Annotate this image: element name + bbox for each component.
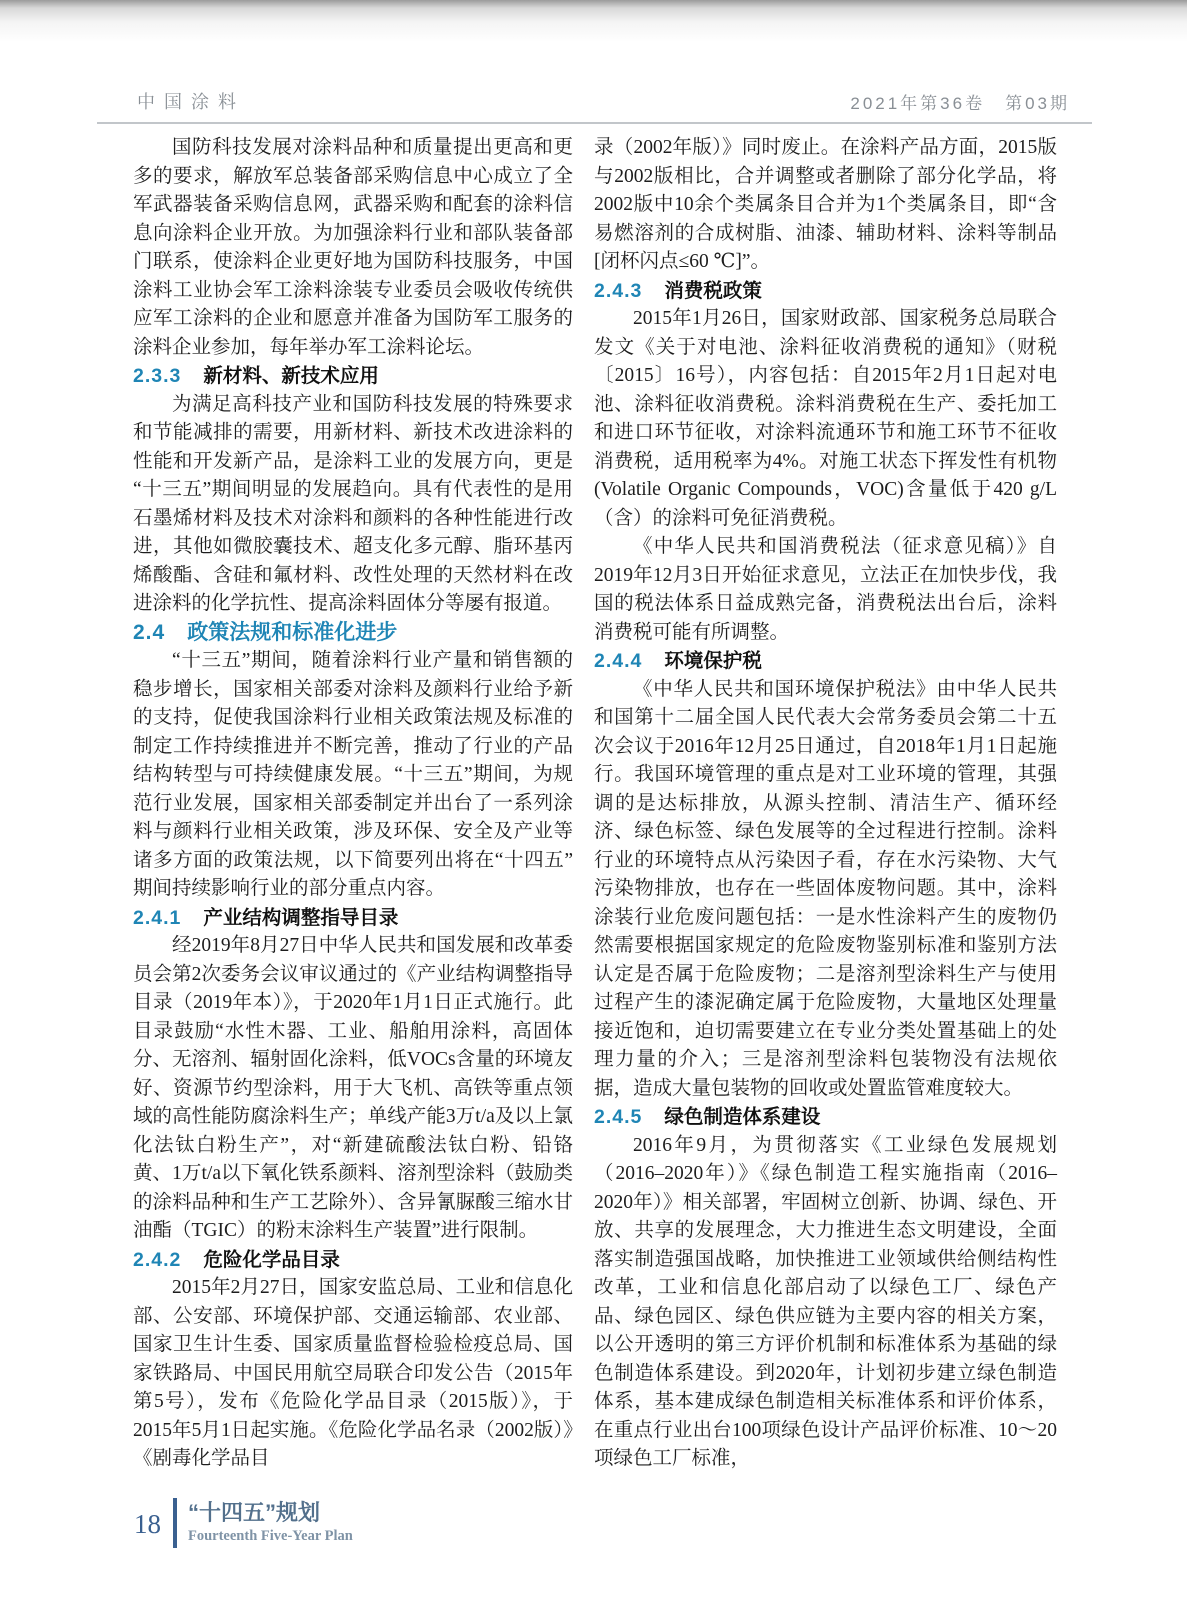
body-paragraph: 经2019年8月27日中华人民共和国发展和改革委员会第2次委务会议审议通过的《产业结构调整指导目录（2019年本）》，于2020年1月1日正式施行。此目录鼓励“水性木器、工业、船舶用涂料，高固体分、无溶剂、辐射固化涂料，低VOCs含量的环境友好、资源节约型涂料，用于大飞机、高铁等重点领域的高性能防腐涂料生产；单线产能3万t/a及以上氯化法钛白粉生产”，对“新建硫酸法钛白粉、铅铬黄、1万t/a以下氧化铁系颜料、溶剂型涂料（鼓励类的涂料品种和生产工艺除外）、含异氰脲酸三缩水甘油酯（TGIC）的粉末涂料生产装置”进行限制。 (133, 935, 573, 1241)
body-paragraph: 《中华人民共和国环境保护税法》由中华人民共和国第十二届全国人民代表大会常务委员会第二十五次会议于2016年12月25日通过，自2018年1月1日起施行。我国环境管理的重点是对工业环境的管理，其强调的是达标排放，从源头控制、清洁生产、循环经济、绿色标签、绿色发展等的全过程进行控制。涂料行业的环境特点从污染因子看，存在水污染物、大气污染物排放，也存在一些固体废物问题。其中，涂料涂装行业危废问题包括：一是水性涂料产生的废物仍然需要根据国家规定的危险废物鉴别标准和鉴别方法认定是否属于危险废物；二是溶剂型涂料生产与使用过程产生的漆泥确定属于危险废物，大量地区处理量接近饱和，迫切需要建立在专业分类处置基础上的处理力量的介入；三是溶剂型涂料包装物没有法规依据，造成大量包装物的回收或处置监管难度较大。 (594, 678, 1057, 1099)
plan-title-cn: “十四五”规划 (188, 1500, 321, 1525)
plan-title-en: Fourteenth Five-Year Plan (188, 1528, 353, 1544)
section-number: 2.4.2 (133, 1248, 182, 1271)
page-header (97, 88, 1092, 124)
page-footer (134, 1498, 353, 1548)
section-heading-2.4.5 (594, 1103, 1057, 1132)
section-heading-2.4.1 (133, 904, 573, 933)
section-heading-2.3.3 (133, 362, 573, 391)
body-paragraph: 2015年2月27日，国家安监总局、工业和信息化部、公安部、环境保护部、交通运输部、农业部、国家卫生计生委、国家质量监督检验检疫总局、国家铁路局、中国民用航空局联合印发公告（2015年第5号），发布《危险化学品目录（2015版）》，于2015年5月1日起实施。《危险化学品名录（2002版）》《剧毒化学品目 (133, 1277, 573, 1469)
section-title: 环境保护税 (664, 650, 762, 672)
section-title: 绿色制造体系建设 (664, 1106, 821, 1128)
section-title: 产业结构调整指导目录 (203, 906, 399, 929)
body-paragraph: “十三五”期间，随着涂料行业产量和销售额的稳步增长，国家相关部委对涂料及颜料行业给予新的支持，促使我国涂料行业相关政策法规及标准的制定工作持续推进并不断完善，推动了行业的产品结构转型与可持续健康发展。“十三五”期间，为规范行业发展，国家相关部委制定并出台了一系列涂料与颜料行业相关政策，涉及环保、安全及产业等诸多方面的政策法规，以下简要列出将在“十四五”期间持续影响行业的部分重点内容。 (133, 650, 573, 899)
section-title: 政策法规和标准化进步 (187, 620, 398, 644)
section-title: 新材料、新技术应用 (203, 365, 379, 387)
body-paragraph: 为满足高科技产业和国防科技发展的特殊要求和节能减排的需要，用新材料、新技术改进涂料的性能和开发新产品，是涂料工业的发展方向，更是“十三五”期间明显的发展趋向。具有代表性的是用石墨烯材料及技术对涂料和颜料的各种性能进行改进，其他如微胶囊技术、超支化多元醇、脂环基丙烯酸酯、含硅和氟材料、改性处理的天然材料在改进涂料的化学抗性、提高涂料固体分等屡有报道。 (133, 393, 573, 614)
article-body (133, 134, 1057, 1474)
section-heading-2.4.2 (133, 1246, 573, 1275)
footer-plan-label (188, 1498, 353, 1548)
issue-info: 2021年第36卷 第03期 (850, 94, 1070, 113)
section-heading-2.4 (133, 619, 573, 648)
body-paragraph: 2015年1月26日，国家财政部、国家税务总局联合发文《关于对电池、涂料征收消费税的通知》（财税〔2015〕16号），内容包括：自2015年2月1日起对电池、涂料征收消费税。涂料消费税在生产、委托加工和进口环节征收，对涂料流通环节和施工环节不征收消费税，适用税率为4%。对施工状态下挥发性有机物(Volatile Organic Compounds，VOC)含量低于420 g/L（含）的涂料可免征消费税。 (594, 308, 1057, 529)
section-heading-2.4.4 (594, 647, 1057, 676)
section-number: 2.4.1 (133, 906, 182, 929)
section-heading-2.4.3 (594, 277, 1057, 306)
footer-divider (173, 1498, 177, 1548)
body-paragraph: 2016年9月，为贯彻落实《工业绿色发展规划（2016–2020年）》《绿色制造工程实施指南（2016–2020年）》相关部署，牢固树立创新、协调、绿色、开放、共享的发展理念，大力推进生态文明建设，全面落实制造强国战略，加快推进工业领域供给侧结构性改革，工业和信息化部启动了以绿色工厂、绿色产品、绿色园区、绿色供应链为主要内容的相关方案，以公开透明的第三方评价机制和标准体系为基础的绿色制造体系建设。到2020年，计划初步建立绿色制造体系，基本建成绿色制造相关标准体系和评价体系，在重点行业出台100项绿色设计产品评价标准、10～20项绿色工厂标准， (594, 1134, 1057, 1469)
section-title: 消费税政策 (664, 279, 762, 302)
right-column (594, 134, 1057, 1474)
page-number: 18 (134, 1509, 161, 1539)
left-column (133, 134, 573, 1474)
section-number: 2.4 (133, 620, 166, 644)
section-number: 2.4.5 (594, 1106, 643, 1128)
journal-title: 中国涂料 (137, 92, 245, 112)
body-paragraph: 国防科技发展对涂料品种和质量提出更高和更多的要求，解放军总装备部采购信息中心成立了全军武器装备采购信息网，武器采购和配套的涂料信息向涂料企业开放。为加强涂料行业和部队装备部门联系，使涂料企业更好地为国防科技服务，中国涂料工业协会军工涂料涂装专业委员会吸收传统供应军工涂料的企业和愿意并准备为国防军工服务的涂料企业参加，每年举办军工涂料论坛。 (133, 137, 573, 358)
scan-shadow (0, 0, 1187, 42)
section-title: 危险化学品目录 (203, 1248, 340, 1271)
section-number: 2.4.3 (594, 279, 643, 302)
section-number: 2.3.3 (133, 365, 182, 387)
section-number: 2.4.4 (594, 650, 643, 672)
body-paragraph: 《中华人民共和国消费税法（征求意见稿）》自2019年12月3日开始征求意见，立法正在加快步伐，我国的税法体系日益成熟完备，消费税法出台后，涂料消费税可能有所调整。 (594, 536, 1057, 643)
body-paragraph: 录（2002年版）》同时废止。在涂料产品方面，2015版与2002版相比，合并调整或者删除了部分化学品，将2002版中10余个类属条目合并为1个类属条目，即“含易燃溶剂的合成树脂、油漆、辅助材料、涂料等制品[闭杯闪点≤60 ℃]”。 (594, 137, 1057, 272)
